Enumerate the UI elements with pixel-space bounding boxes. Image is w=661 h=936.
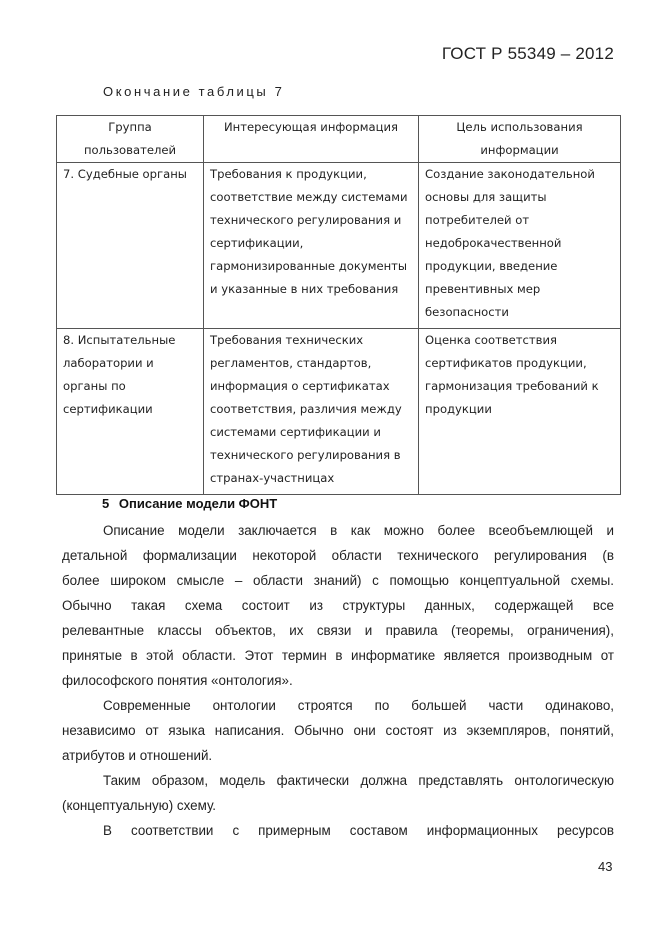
text-line: релевантные классы объектов, их связи и правила (теоремы, ограничения),	[62, 623, 614, 638]
cell-line: гармонизация требований к	[425, 379, 599, 393]
section-heading	[102, 496, 277, 511]
section-number: 5	[102, 496, 110, 511]
cell-line: Оценка соответствия	[425, 333, 558, 347]
header-line: информации	[480, 143, 559, 157]
column-header-user-group	[57, 116, 204, 163]
cell-line: Создание законодательной	[425, 167, 595, 181]
requirements-table	[56, 115, 621, 495]
text-line: детальной формализации некоторой области технического регулирования (в	[62, 548, 614, 563]
cell-line: странах-участницах	[210, 471, 335, 485]
cell-line: недоброкачественной	[425, 236, 562, 250]
text-line: В соответствии с примерным составом информационных ресурсов	[103, 823, 614, 838]
cell-line: органы по	[63, 379, 126, 393]
cell-line: сертификатов продукции,	[425, 356, 587, 370]
cell-line: потребителей от	[425, 213, 530, 227]
text-line: Современные онтологии строятся по большей части одинаково,	[103, 698, 614, 713]
text-line: атрибутов и отношений.	[62, 748, 213, 763]
table-caption: Окончание таблицы 7	[103, 84, 285, 99]
cell-line: гармонизированные документы	[210, 259, 408, 273]
table-cell-purpose	[419, 163, 621, 329]
header-line: Интересующая информация	[223, 120, 399, 134]
table-header-row	[57, 116, 621, 163]
cell-line: соответствие между системами	[210, 190, 408, 204]
paragraph	[62, 818, 614, 843]
header-line: пользователей	[83, 143, 177, 157]
text-line: (концептуальную) схему.	[62, 798, 217, 813]
header-line: Группа	[108, 120, 152, 134]
text-line: независимо от языка написания. Обычно они состоят из экземпляров, понятий,	[62, 723, 614, 738]
cell-line: продукции, введение	[425, 259, 558, 273]
table-cell-purpose	[419, 329, 621, 495]
table-cell-information	[204, 163, 419, 329]
cell-line: регламентов, стандартов,	[210, 356, 372, 370]
table-cell-information	[204, 329, 419, 495]
text-line: Описание модели заключается в как можно более всеобъемлющей и	[103, 523, 614, 538]
paragraph	[62, 693, 614, 768]
text-line: Обычно такая схема состоит из структуры данных, содержащей все	[62, 598, 614, 613]
cell-line: безопасности	[425, 305, 509, 319]
text-line: философского понятия «онтология».	[62, 673, 293, 688]
paragraph	[62, 518, 614, 693]
section-title: Описание модели ФОНТ	[118, 496, 278, 511]
cell-line: основы для защиты	[425, 190, 547, 204]
header-line: Цель использования	[456, 120, 583, 134]
cell-line: технического регулирования и	[210, 213, 402, 227]
cell-line: и указанные в них требования	[210, 282, 399, 296]
table-cell-user-group	[57, 163, 204, 329]
cell-line: продукции	[425, 402, 492, 416]
table-row	[57, 163, 621, 329]
cell-line: лаборатории и	[63, 356, 154, 370]
standard-header: ГОСТ Р 55349 – 2012	[441, 44, 614, 63]
cell-line: 7. Судебные органы	[63, 167, 187, 181]
cell-line: сертификации	[63, 402, 153, 416]
column-header-information	[204, 116, 419, 163]
cell-line: Требования технических	[210, 333, 364, 347]
cell-line: системами сертификации и	[210, 425, 381, 439]
cell-line: информация о сертификатах	[210, 379, 390, 393]
paragraph	[62, 768, 614, 818]
column-header-purpose	[419, 116, 621, 163]
text-line: принятые в этой области. Этот термин в информатике является производным от	[62, 648, 614, 663]
text-line: Таким образом, модель фактически должна представлять онтологическую	[103, 773, 614, 788]
text-line: более широком смысле – области знаний) с помощью концептуальной схемы.	[62, 573, 614, 588]
cell-line: соответствия, различия между	[210, 402, 402, 416]
cell-line: Требования к продукции,	[210, 167, 367, 181]
cell-line: технического регулирования в	[210, 448, 401, 462]
cell-line: превентивных мер	[425, 282, 541, 296]
page-number: 43	[598, 859, 613, 874]
cell-line: 8. Испытательные	[63, 333, 176, 347]
cell-line: сертификации,	[210, 236, 304, 250]
body-text	[62, 518, 614, 843]
table-row	[57, 329, 621, 495]
table-cell-user-group	[57, 329, 204, 495]
